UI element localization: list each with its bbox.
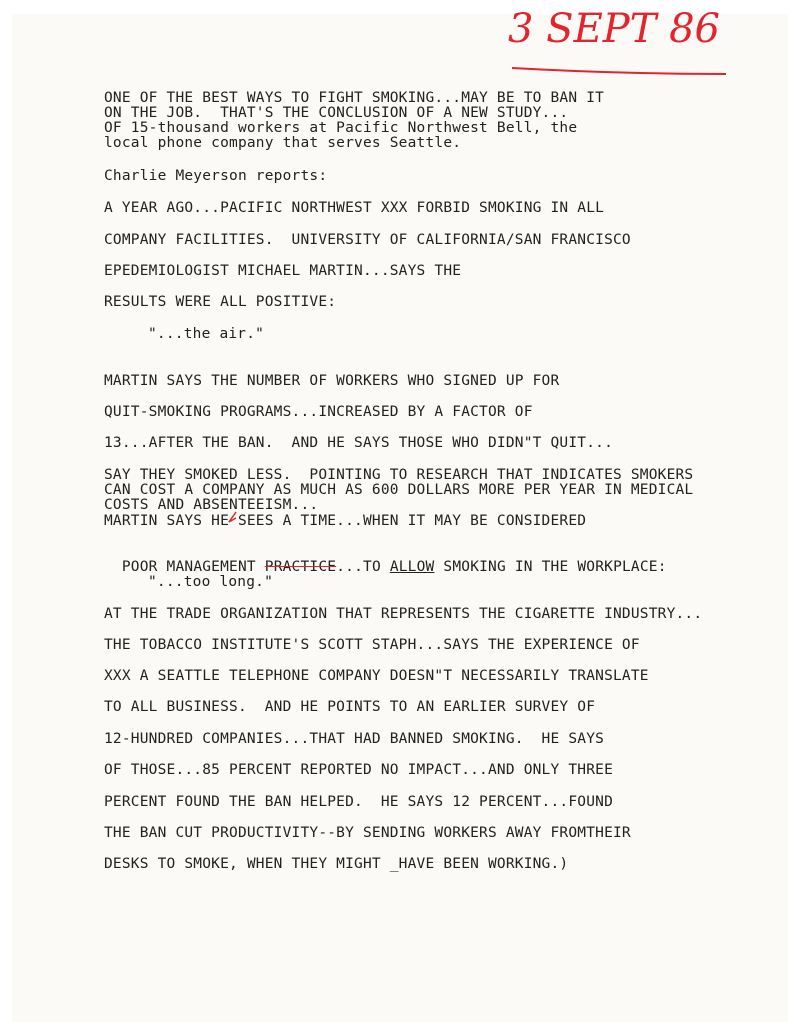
text-line: 12-HUNDRED COMPANIES...THAT HAD BANNED SMOKING. HE SAYS [104, 731, 605, 747]
text-line: THE BAN CUT PRODUCTIVITY--BY SENDING WORKERS AWAY FROMTHEIR [104, 825, 631, 841]
text-line: OF THOSE...85 PERCENT REPORTED NO IMPACT...AND ONLY THREE [104, 762, 613, 778]
text-segment: ...TO [336, 559, 390, 575]
text-line: XXX A SEATTLE TELEPHONE COMPANY DOESN"T NECESSARILY TRANSLATE [104, 668, 649, 684]
text-line [104, 543, 667, 575]
text-line: SAY THEY SMOKED LESS. POINTING TO RESEARCH THAT INDICATES SMOKERS [104, 467, 694, 483]
text-line: ONE OF THE BEST WAYS TO FIGHT SMOKING...MAY BE TO BAN IT [104, 90, 605, 106]
text-line: DESKS TO SMOKE, WHEN THEY MIGHT _HAVE BEEN WORKING.) [104, 856, 569, 872]
text-line: MARTIN SAYS HE SEES A TIME...WHEN IT MAY BE CONSIDERED [104, 513, 587, 529]
text-line: OF 15-thousand workers at Pacific Northwest Bell, the [104, 120, 578, 136]
text-line: local phone company that serves Seattle. [104, 135, 462, 151]
text-line: EPEDEMIOLOGIST MICHAEL MARTIN...SAYS THE [104, 263, 462, 279]
text-line: THE TOBACCO INSTITUTE'S SCOTT STAPH...SAYS THE EXPERIENCE OF [104, 637, 640, 653]
text-line: AT THE TRADE ORGANIZATION THAT REPRESENTS THE CIGARETTE INDUSTRY... [104, 606, 703, 622]
text-line: RESULTS WERE ALL POSITIVE: [104, 294, 337, 310]
text-line: ON THE JOB. THAT'S THE CONCLUSION OF A NEW STUDY... [104, 105, 569, 121]
text-line: MARTIN SAYS THE NUMBER OF WORKERS WHO SIGNED UP FOR [104, 373, 560, 389]
text-line: PERCENT FOUND THE BAN HELPED. HE SAYS 12 PERCENT...FOUND [104, 794, 613, 810]
quote-line: "...the air." [148, 326, 265, 342]
struck-word: PRACTICE [264, 559, 337, 575]
text-segment: SMOKING IN THE WORKPLACE: [434, 559, 667, 575]
text-line: A YEAR AGO...PACIFIC NORTHWEST XXX FORBID SMOKING IN ALL [104, 200, 605, 216]
text-line: Charlie Meyerson reports: [104, 168, 328, 184]
quote-line: "...too long." [148, 574, 274, 590]
text-line: COMPANY FACILITIES. UNIVERSITY OF CALIFORNIA/SAN FRANCISCO [104, 232, 631, 248]
text-line: QUIT-SMOKING PROGRAMS...INCREASED BY A FACTOR OF [104, 404, 533, 420]
text-segment: POOR MANAGEMENT [121, 559, 265, 575]
handwritten-date: 3 SEPT 86 [508, 6, 720, 52]
text-line: COSTS AND ABSENTEEISM... [104, 497, 319, 513]
text-line: TO ALL BUSINESS. AND HE POINTS TO AN EARLIER SURVEY OF [104, 699, 596, 715]
underlined-word: ALLOW [389, 559, 435, 575]
text-line: 13...AFTER THE BAN. AND HE SAYS THOSE WHO DIDN"T QUIT... [104, 435, 613, 451]
text-line: CAN COST A COMPANY AS MUCH AS 600 DOLLARS MORE PER YEAR IN MEDICAL [104, 482, 694, 498]
